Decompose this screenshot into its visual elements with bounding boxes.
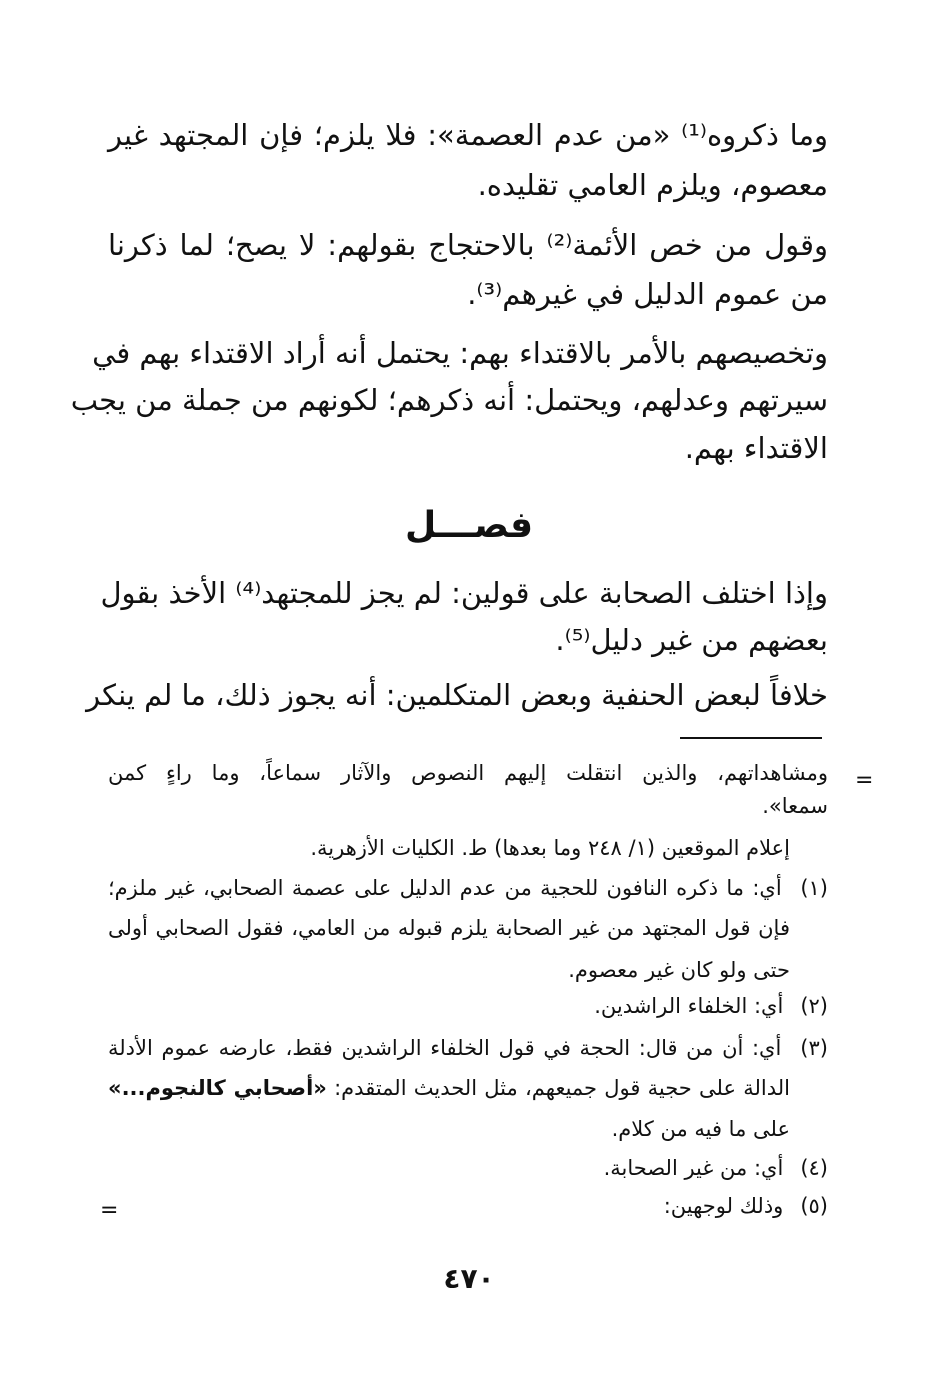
footnote-line: إعلام الموقعين (١/ ٢٤٨ وما بعدها) ط. الكليات الأزهرية. [310,836,790,860]
footnote-line: على ما فيه من كلام. [611,1117,790,1141]
footnote-text: الدالة على حجية قول جميعهم، مثل الحديث المتقدم: [334,1076,791,1100]
body-line: وما ذكروه⁽¹⁾ «من عدم العصمة»: فلا يلزم؛ فإن المجتهد غير [108,118,828,152]
footnote-line [108,1072,790,1104]
body-line: معصوم، ويلزم العامي تقليده. [477,168,828,202]
body-line: خلافاً لبعض الحنفية وبعض المتكلمين: أنه يجوز ذلك، ما لم ينكر [86,678,828,712]
footnote-text: أي: الخلفاء الراشدين. [594,994,784,1018]
footnote-line: حتى ولو كان غير معصوم. [568,958,790,982]
section-heading: فصـــل [404,505,534,546]
footnote-line: فإن قول المجتهد من غير الصحابة يلزم قبوله من العامي، فقول الصحابي أولى [108,916,790,940]
footnote-text: وذلك لوجهين: [663,1194,784,1218]
footnote-5 [108,1190,828,1222]
footnote-line: سمعا». [762,794,828,818]
body-line: بعضهم من غير دليل⁽⁵⁾. [555,623,828,657]
body-line: وتخصيصهم بالأمر بالاقتداء بهم: يحتمل أنه أراد الاقتداء بهم في [92,336,828,370]
continuation-mark: = [855,768,874,793]
body-line: وقول من خص الأئمة⁽²⁾ بالاحتجاج بقولهم: لا يصح؛ لما ذكرنا [108,228,828,262]
footnote-number: (٣) [800,1036,828,1060]
footnote-4 [108,1152,828,1184]
footnote-number: (٥) [800,1194,828,1218]
footnote-2 [108,990,828,1022]
footnote-3 [108,1032,828,1064]
footnote-separator [680,737,822,739]
hadith-quote: «أصحابي كالنجوم...» [108,1076,327,1100]
page-number: ٤٧٠ [443,1262,495,1295]
footnote-number: (٢) [800,994,828,1018]
footnote-line: ومشاهداتهم، والذين انتقلت إليهم النصوص والآثار سماعاً، وما راءٍ كمن [108,761,828,785]
footnote-text: أي: أن من قال: الحجة في قول الخلفاء الراشدين فقط، عارضه عموم الأدلة [108,1036,782,1060]
body-line: الاقتداء بهم. [684,431,828,465]
body-line: وإذا اختلف الصحابة على قولين: لم يجز للمجتهد⁽⁴⁾ الأخذ بقول [100,576,828,610]
body-line: من عموم الدليل في غيرهم⁽³⁾. [467,277,828,311]
footnote-text: أي: من غير الصحابة. [603,1156,784,1180]
footnote-text: أي: ما ذكره النافون للحجية من عدم الدليل على عصمة الصحابي، غير ملزم؛ [108,876,782,900]
footnote-number: (١) [800,876,828,900]
body-line: سيرتهم وعدلهم، ويحتمل: أنه ذكرهم؛ لكونهم من جملة من يجب [70,383,828,417]
footnote-1 [108,872,828,904]
continuation-mark: = [100,1198,119,1223]
footnote-number: (٤) [800,1156,828,1180]
